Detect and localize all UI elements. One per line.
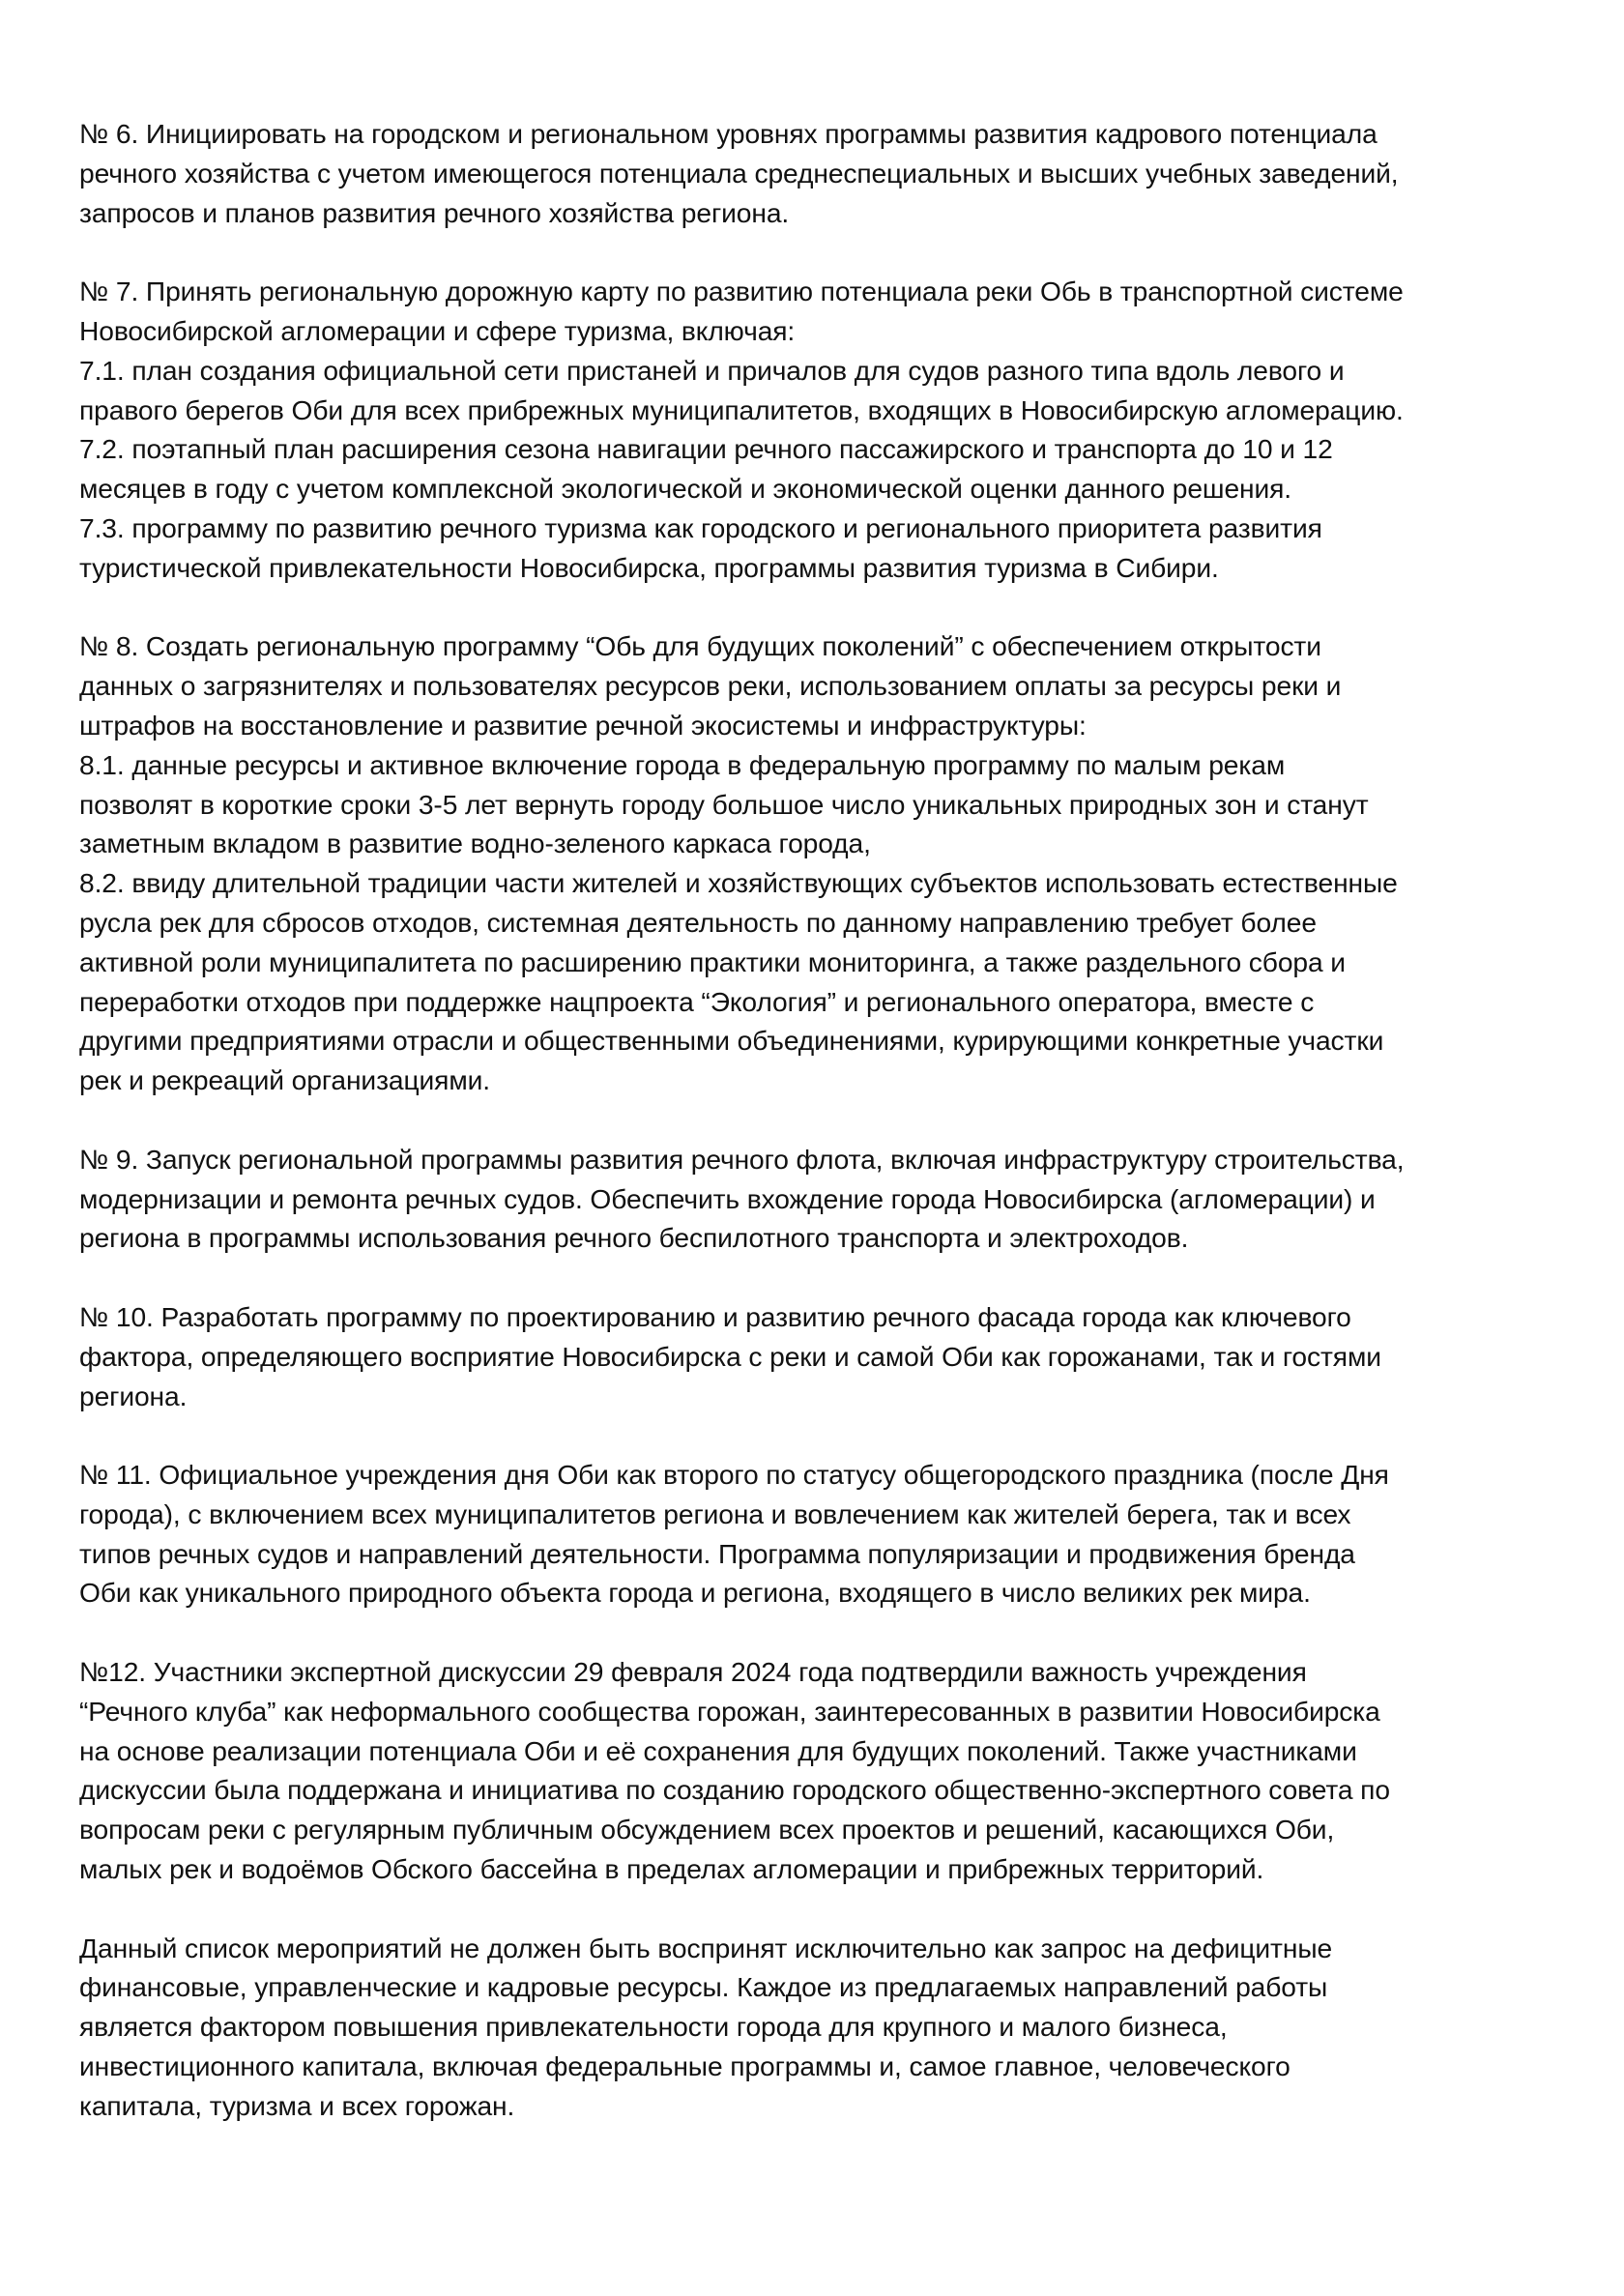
text-line: Новосибирской агломерации и сфере туризма, включая: [79,314,796,346]
text-line: капитала, туризма и всех горожан. [79,2089,515,2121]
text-line: 7.1. план создания официальной сети пристаней и причалов для судов разного типа вдоль левого и [79,354,1345,386]
text-line: речного хозяйства с учетом имеющегося потенциала среднеспециальных и высших учебных заведений, [79,157,1399,189]
text-line: № 7. Принять региональную дорожную карту по развитию потенциала реки Обь в транспортной системе [79,276,1404,307]
text-line: № 8. Создать региональную программу “Обь для будущих поколений” с обеспечением открытости [79,630,1321,662]
text-line: штрафов на восстановление и развитие речной экосистемы и инфраструктуры: [79,709,1087,741]
text-line: фактора, определяющего восприятие Новосибирска с реки и самой Оби как горожанами, так и гостями [79,1340,1381,1372]
paragraph-item-12 [79,1652,1568,1889]
text-line: финансовые, управленческие и кадровые ресурсы. Каждое из предлагаемых направлений работы [79,1971,1328,2003]
text-line: месяцев в году с учетом комплексной экологической и экономической оценки данного решения. [79,473,1292,505]
text-line: является фактором повышения привлекательности города для крупного и малого бизнеса, [79,2011,1228,2043]
text-line: малых рек и водоёмов Обского бассейна в пределах агломерации и прибрежных территорий. [79,1853,1264,1885]
text-line: города), с включением всех муниципалитетов региона и вовлечением как жителей берега, так и всех [79,1497,1351,1529]
paragraph-item-9 [79,1140,1568,1258]
text-line: 8.2. ввиду длительной традиции части жителей и хозяйствующих субъектов использовать естественные [79,867,1398,899]
text-line: другими предприятиями отрасли и общественными объединениями, курирующими конкретные участки [79,1025,1384,1057]
text-line: туристической привлекательности Новосибирска, программы развития туризма в Сибири. [79,551,1219,583]
text-line: 8.1. данные ресурсы и активное включение города в федеральную программу по малым рекам [79,748,1286,780]
paragraph-item-7 [79,272,1568,587]
text-line: Оби как уникального природного объекта города и региона, входящего в число великих рек мира. [79,1577,1311,1609]
text-line: “Речного клуба” как неформального сообщества горожан, заинтересованных в развитии Новосибирска [79,1695,1380,1727]
text-line: на основе реализации потенциала Оби и её сохранения для будущих поколений. Также участниками [79,1734,1357,1766]
paragraph-item-8 [79,626,1568,1100]
text-line: переработки отходов при поддержке нацпроекта “Экология” и регионального оператора, вместе с [79,985,1315,1017]
text-line: 7.2. поэтапный план расширения сезона навигации речного пассажирского и транспорта до 10 и 12 [79,433,1333,465]
text-line: русла рек для сбросов отходов, системная деятельность по данному направлению требует более [79,906,1317,938]
text-line: региона в программы использования речного беспилотного транспорта и электроходов. [79,1222,1189,1254]
text-line: заметным вкладом в развитие водно-зеленого каркаса города, [79,828,871,859]
text-line: модернизации и ремонта речных судов. Обеспечить вхождение города Новосибирска (агломерации) и [79,1182,1376,1214]
text-line: запросов и планов развития речного хозяйства региона. [79,196,790,228]
text-line: типов речных судов и направлений деятельности. Программа популяризации и продвижения бренда [79,1537,1355,1569]
paragraph-item-6 [79,114,1568,232]
text-line: №12. Участники экспертной дискуссии 29 февраля 2024 года подтвердили важность учреждения [79,1656,1307,1688]
text-line: региона. [79,1380,188,1411]
text-line: инвестиционного капитала, включая федеральные программы и, самое главное, человеческого [79,2050,1290,2082]
paragraph-conclusion [79,1929,1568,2126]
text-line: позволят в короткие сроки 3-5 лет вернуть городу большое число уникальных природных зон и станут [79,788,1369,820]
text-line: 7.3. программу по развитию речного туризма как городского и регионального приоритета развития [79,511,1322,543]
text-line: № 6. Инициировать на городском и региональном уровнях программы развития кадрового потенциала [79,118,1378,149]
text-line: № 9. Запуск региональной программы развития речного флота, включая инфраструктуру строительства, [79,1143,1405,1175]
paragraph-item-11 [79,1455,1568,1613]
text-line: Данный список мероприятий не должен быть воспринят исключительно как запрос на дефицитные [79,1932,1333,1963]
document-page [79,114,1568,2165]
paragraph-item-10 [79,1297,1568,1415]
text-line: правого берегов Оби для всех прибрежных муниципалитетов, входящих в Новосибирскую агломерацию. [79,393,1404,425]
text-line: активной роли муниципалитета по расширению практики мониторинга, а также раздельного сбора и [79,945,1346,977]
text-line: рек и рекреаций организациями. [79,1064,490,1096]
text-line: дискуссии была поддержана и инициатива по созданию городского общественно-экспертного совета по [79,1774,1390,1806]
text-line: вопросам реки с регулярным публичным обсуждением всех проектов и решений, касающихся Оби, [79,1814,1335,1846]
text-line: № 10. Разработать программу по проектированию и развитию речного фасада города как ключевого [79,1300,1351,1332]
text-line: № 11. Официальное учреждения дня Оби как второго по статусу общегородского праздника (после Дня [79,1459,1389,1491]
text-line: данных о загрязнителях и пользователях ресурсов реки, использованием оплаты за ресурсы реки и [79,670,1342,702]
